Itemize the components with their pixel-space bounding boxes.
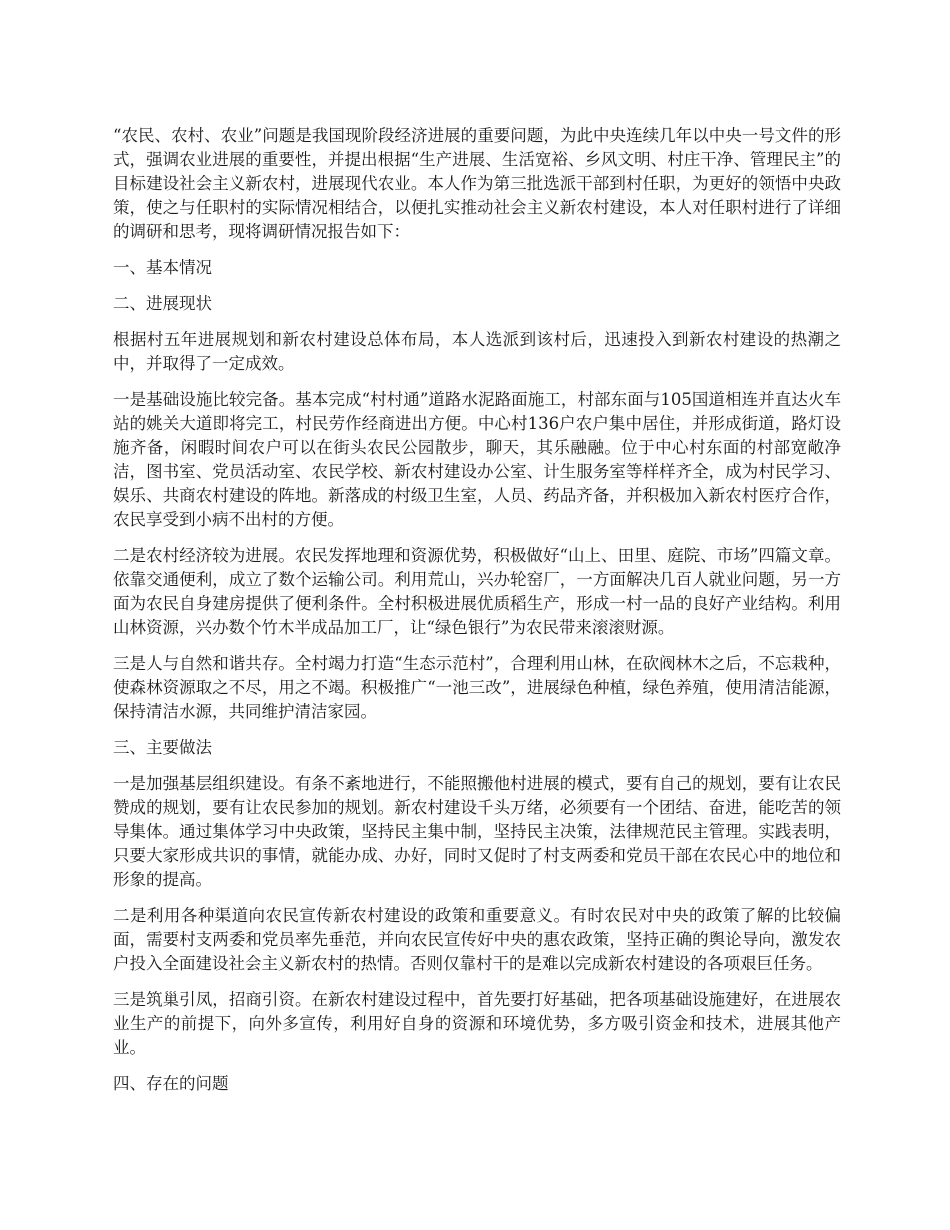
organization-paragraph: 一是加强基层组织建设。有条不紊地进行，不能照搬他村进展的模式，要有自己的规划，要有让农民赞成的规划，要有让农民参加的规划。新农村建设千头万绪，必须要有一个团结、奋进，能吃苦的领导集体。通过集体学习中央政策，坚持民主集中制，坚持民主决策，法律规范民主管理。实践表明，只要大家形成共识的事情，就能办成、办好，同时又促时了村支两委和党员干部在农民心中的地位和形象的提高。 — [113, 774, 841, 889]
infrastructure-paragraph: 一是基础设施比较完备。基本完成“村村通”道路水泥路面施工，村部东面与105国道相连并直达火车站的姚关大道即将完工，村民劳作经商进出方便。中心村136户农户集中居住，并形成街道，路灯设施齐备，闲暇时间农户可以在街头农民公园散步，聊天，其乐融融。位于中心村东面的村部宽敞净洁，图书室、党员活动室、农民学校、新农村建设办公室、计生服务室等样样齐全，成为村民学习、娱乐、共商农村建设的阵地。新落成的村级卫生室，人员、药品齐备，并积极加入新农村医疗合作，农民享受到小病不出村的方便。 — [113, 390, 841, 529]
section-heading-existing-problems: 四、存在的问题 — [113, 1074, 229, 1093]
economy-paragraph: 二是农村经济较为进展。农民发挥地理和资源优势，积极做好“山上、田里、庭院、市场”四篇文章。依靠交通便利，成立了数个运输公司。利用荒山，兴办轮窑厂，一方面解决几百人就业问题，另一方面为农民自身建房提供了便利条件。全村积极进展优质稻生产，形成一村一品的良好产业结构。利用山林资源，兴办数个竹木半成品加工厂，让“绿色银行”为农民带来滚滚财源。 — [113, 546, 841, 637]
document-body — [113, 124, 841, 1108]
ecology-paragraph: 三是人与自然和谐共存。全村竭力打造“生态示范村”，合理利用山林，在砍阀林木之后，不忘栽种，使森林资源取之不尽，用之不竭。积极推广“一池三改”，进展绿色种植，绿色养殖，使用清洁能源，保持清洁水源，共同维护清洁家园。 — [113, 654, 841, 721]
section-heading-development-status: 二、进展现状 — [113, 294, 212, 313]
publicity-paragraph: 二是利用各种渠道向农民宣传新农村建设的政策和重要意义。有时农民对中央的政策了解的比较偏面，需要村支两委和党员率先垂范，并向农民宣传好中央的惠农政策，坚持正确的舆论导向，激发农户投入全面建设社会主义新农村的热情。否则仅靠村干的是难以完成新农村建设的各项艰巨任务。 — [113, 906, 841, 973]
section-heading-main-practices: 三、主要做法 — [113, 738, 212, 757]
status-summary-paragraph: 根据村五年进展规划和新农村建设总体布局，本人选派到该村后，迅速投入到新农村建设的热潮之中，并取得了一定成效。 — [113, 330, 841, 373]
intro-paragraph: “农民、农村、农业”问题是我国现阶段经济进展的重要问题，为此中央连续几年以中央一号文件的形式，强调农业进展的重要性，并提出根据“生产进展、生活宽裕、乡风文明、村庄干净、管理民主”的目标建设社会主义新农村，进展现代农业。本人作为第三批选派干部到村任职，为更好的领悟中央政策，使之与任职村的实际情况相结合，以便扎实推动社会主义新农村建设，本人对任职村进行了详细的调研和思考，现将调研情况报告如下： — [113, 126, 841, 241]
investment-paragraph: 三是筑巢引凤，招商引资。在新农村建设过程中，首先要打好基础，把各项基础设施建好，在进展农业生产的前提下，向外多宣传，利用好自身的资源和环境优势，多方吸引资金和技术，进展其他产业。 — [113, 990, 841, 1057]
section-heading-basic-situation: 一、基本情况 — [113, 258, 212, 277]
